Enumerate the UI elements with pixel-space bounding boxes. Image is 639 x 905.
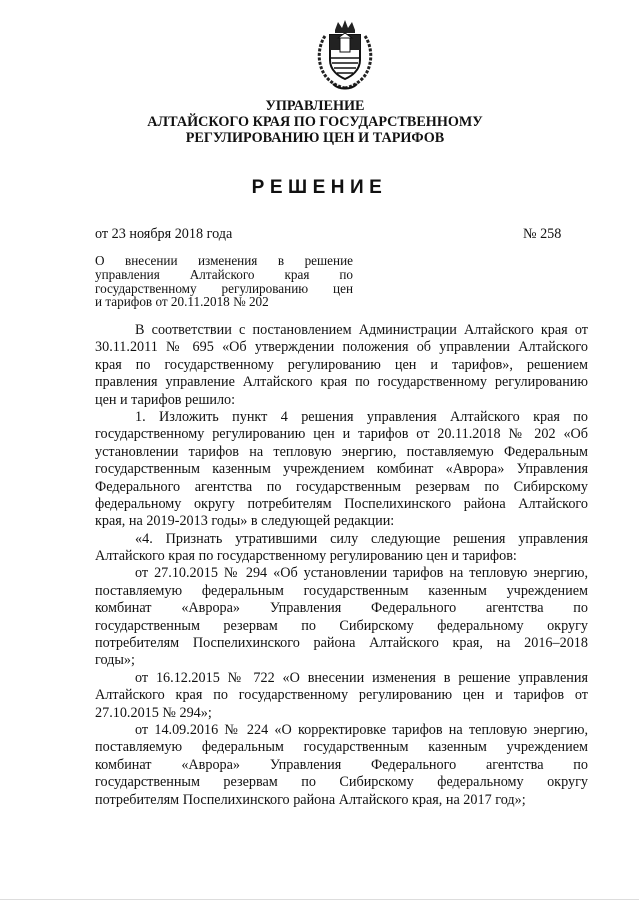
body-line: 30.11.2011 № 695 «Об утверждении положения об управлении Алтайского [95,339,588,356]
body-line: поставляемую федеральным государственным казенным учреждением [95,739,588,756]
subject-line: управления Алтайского края по [95,266,353,282]
body-line: В соответствии с постановлением Администрации Алтайского края от [135,322,588,338]
body-line: годы»; [95,652,135,669]
decision-date: от 23 ноября 2018 года [95,226,233,242]
body-line: потребителям Поспелихинского района Алтайского края, на 2016–2018 [95,635,588,652]
subject-line: и тарифов от 20.11.2018 № 202 [95,294,269,310]
document-type-title: РЕШЕНИЕ [251,177,388,198]
body-line: поставляемую федеральным государственным казенным учреждением [95,582,588,599]
body-line: 27.10.2015 № 294»; [95,704,212,721]
decision-subject [95,254,353,309]
body-line: Алтайского края по государственному регулированию цен и тарифов: [95,548,517,565]
subject-line: государственному регулированию цен [95,280,353,296]
body-line: 1. Изложить пункт 4 решения управления Алтайского края по [135,408,588,425]
body-line: «4. Признать утратившими силу следующие решения управления [135,530,588,547]
body-line: установлении тарифов на тепловую энергию, поставляемую Федеральным [95,443,588,460]
coat-of-arms-emblem [311,16,379,92]
decision-number: № 258 [523,226,562,242]
agency-heading-line-2: АЛТАЙСКОГО КРАЯ ПО ГОСУДАРСТВЕННОМУ [147,114,483,130]
body-line: цен и тарифов решило: [95,391,236,408]
body-line: государственному регулированию цен и тарифов от 20.11.2018 № 202 «Об [95,426,588,443]
agency-heading-line-1: УПРАВЛЕНИЕ [265,98,365,114]
body-line: потребителям Поспелихинского района Алтайского края, на 2017 год»; [95,791,526,808]
subject-line: О внесении изменения в решение [95,253,353,268]
body-line: государственным казенным учреждением комбинат «Аврора» Управления [95,461,588,478]
body-line: федеральному округу потребителям Поспелихинского района Алтайского [95,495,588,512]
decision-body [95,322,588,809]
body-line: комбинат «Аврора» Управления Федерального агентства по [95,756,588,773]
body-line: государственным резервам по Сибирскому федеральному округу [95,774,588,791]
body-line: края по государственному регулированию цен и тарифов», решением [95,356,588,373]
agency-heading [60,98,570,146]
body-line: комбинат «Аврора» Управления Федерального агентства по [95,600,588,617]
body-line: государственным резервам по Сибирскому федеральному округу [95,617,588,634]
agency-heading-line-3: РЕГУЛИРОВАНИЮ ЦЕН И ТАРИФОВ [185,130,445,146]
body-line: от 14.09.2016 № 224 «О корректировке тарифов на тепловую энергию, [135,721,588,738]
page-bottom-edge [0,899,639,900]
body-line: от 16.12.2015 № 722 «О внесении изменения в решение управления [135,669,588,686]
body-line: Алтайского края по государственному регулированию цен и тарифов от [95,687,588,704]
body-line: края, на 2019-2013 годы» в следующей редакции: [95,513,395,530]
body-line: правления управление Алтайского края по государственному регулированию [95,374,588,391]
body-line: от 27.10.2015 № 294 «Об установлении тарифов на тепловую энергию, [135,565,588,582]
body-line: Федерального агентства по государственным резервам по Сибирскому [95,478,588,495]
